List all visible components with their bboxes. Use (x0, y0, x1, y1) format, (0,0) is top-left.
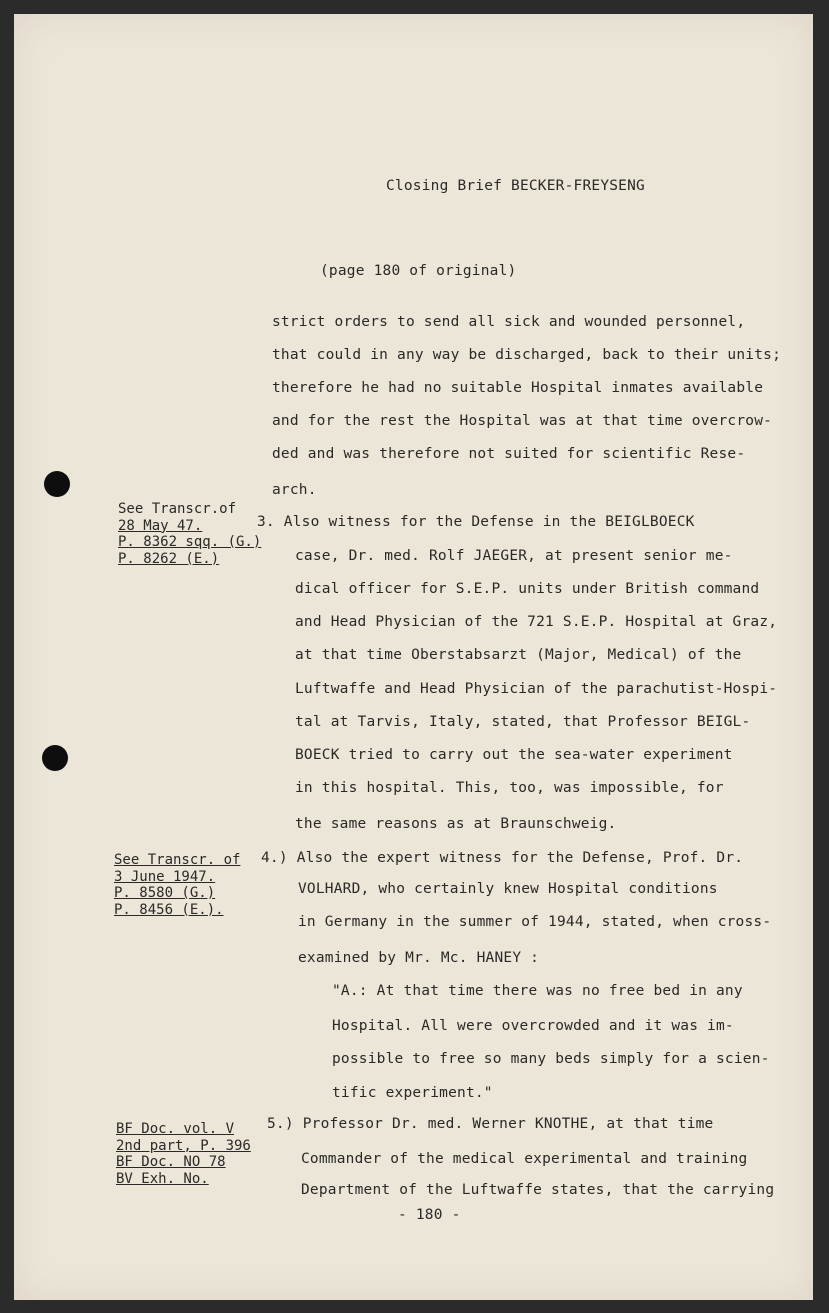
item-5-line: 5.) Professor Dr. med. Werner KNOTHE, at that time (267, 1116, 714, 1132)
text-line: that could in any way be discharged, back to their units; (272, 347, 781, 363)
text-line: ded and was therefore not suited for scientific Rese- (272, 446, 746, 462)
original-page-reference: (page 180 of original) (320, 263, 517, 279)
margin-reference-line: BF Doc. NO 78 (116, 1154, 226, 1170)
item-3-line: BOECK tried to carry out the sea-water experiment (295, 747, 733, 763)
item-3-line: in this hospital. This, too, was impossible, for (295, 780, 724, 796)
punch-hole-bottom (42, 745, 68, 771)
quote-line: "A.: At that time there was no free bed in any (332, 983, 743, 999)
margin-reference-line: P. 8362 sqq. (G.) (118, 534, 262, 550)
margin-reference-line: 28 May 47. (118, 517, 203, 534)
text-line: strict orders to send all sick and wounded personnel, (272, 314, 746, 330)
punch-hole-top (44, 471, 70, 497)
quote-line: possible to free so many beds simply for a scien- (332, 1051, 770, 1067)
document-page (14, 14, 813, 1300)
item-3-line: at that time Oberstabsarzt (Major, Medical) of the (295, 647, 742, 663)
item-3-line: dical officer for S.E.P. units under British command (295, 581, 760, 597)
item-5-line: Department of the Luftwaffe states, that the carrying (301, 1182, 775, 1198)
margin-reference-line: P. 8262 (E.) (118, 550, 220, 567)
margin-reference-line: 2nd part, P. 396 (116, 1137, 251, 1154)
item-4-line: in Germany in the summer of 1944, stated, when cross- (298, 914, 772, 930)
margin-reference-item-5 (116, 1121, 251, 1187)
margin-reference-item-4 (114, 852, 240, 918)
item-3-line: Luftwaffe and Head Physician of the parachutist-Hospi- (295, 681, 778, 697)
quote-line: tific experiment." (332, 1085, 493, 1101)
item-4-line: examined by Mr. Mc. HANEY : (298, 950, 540, 966)
item-3-line: tal at Tarvis, Italy, stated, that Professor BEIGL- (295, 714, 751, 730)
item-3-line: case, Dr. med. Rolf JAEGER, at present senior me- (295, 548, 733, 564)
item-5-line: Commander of the medical experimental and training (301, 1151, 748, 1167)
text-line: therefore he had no suitable Hospital inmates available (272, 380, 764, 396)
text-line: arch. (272, 482, 317, 498)
item-3-line: 3. Also witness for the Defense in the BEIGLBOECK (257, 514, 695, 530)
margin-reference-line: See Transcr.of (118, 501, 237, 517)
item-3-line: the same reasons as at Braunschweig. (295, 816, 617, 832)
text-line: and for the rest the Hospital was at that time overcrow- (272, 413, 773, 429)
margin-reference-line: BF Doc. vol. V (116, 1121, 235, 1137)
item-4-line: 4.) Also the expert witness for the Defense, Prof. Dr. (261, 850, 744, 866)
page-number: - 180 - (398, 1207, 461, 1223)
item-3-line: and Head Physician of the 721 S.E.P. Hospital at Graz, (295, 614, 778, 630)
margin-reference-line: P. 8456 (E.). (114, 901, 224, 918)
quote-line: Hospital. All were overcrowded and it was im- (332, 1018, 734, 1034)
margin-reference-line: See Transcr. of (114, 852, 241, 868)
item-4-line: VOLHARD, who certainly knew Hospital conditions (298, 881, 718, 897)
margin-reference-item-3 (118, 501, 261, 567)
margin-reference-line: BV Exh. No. (116, 1170, 209, 1187)
document-title: Closing Brief BECKER-FREYSENG (386, 178, 645, 194)
margin-reference-line: P. 8580 (G.) (114, 885, 216, 901)
margin-reference-line: 3 June 1947. (114, 868, 216, 885)
